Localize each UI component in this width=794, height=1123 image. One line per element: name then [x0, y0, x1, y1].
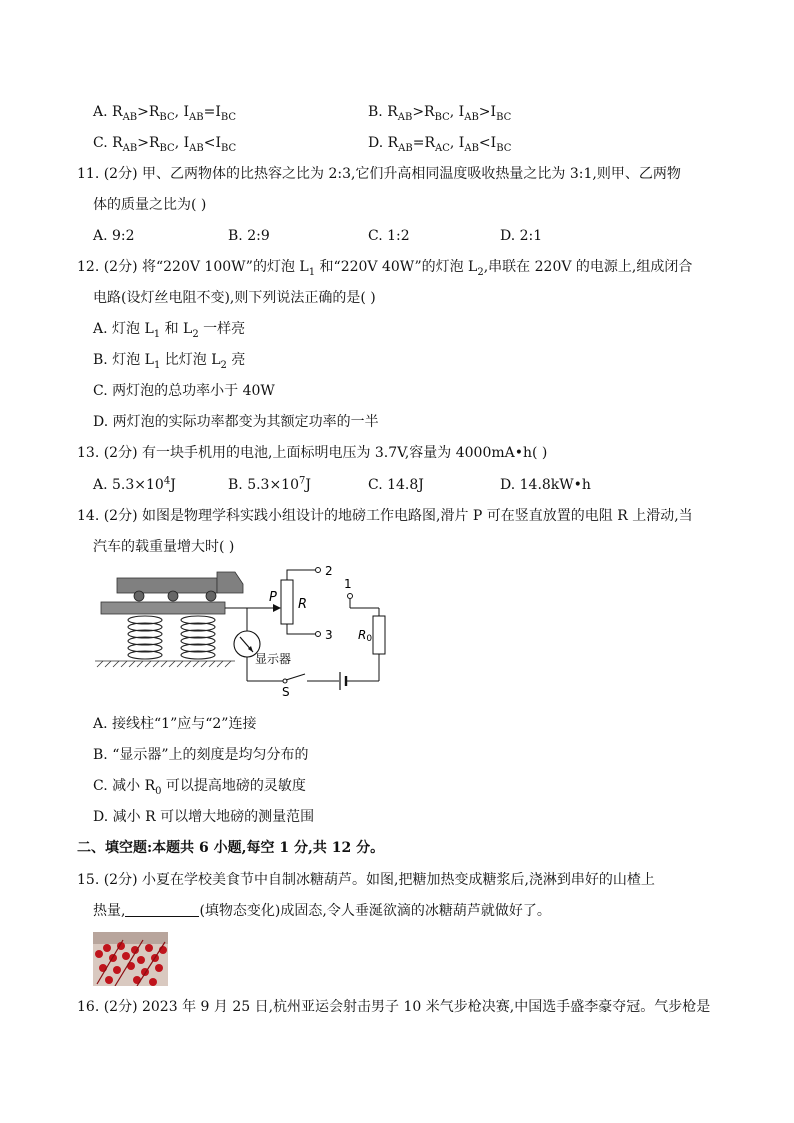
spring-right-icon [181, 616, 215, 659]
label-3: 3 [325, 628, 333, 642]
q12-option-a[interactable]: A. 灯泡 $L_1$ 和 $L_2$ 一样亮 [93, 321, 246, 340]
resistor-r0 [373, 616, 385, 654]
q12-option-d[interactable]: D. 两灯泡的实际功率都变为其额定功率的一半 [93, 414, 379, 430]
q10-option-c[interactable]: C. $R_{AB}>R_{BC}$, $I_{AB}<I_{BC}$ [93, 135, 237, 154]
q10-option-a[interactable]: A. $R_{AB}>R_{BC}$, $I_{AB}=I_{BC}$ [93, 104, 237, 123]
q14-stem-line1: 14. (2分) 如图是物理学科实践小组设计的地磅工作电路图,滑片 P 可在竖直放置的电阻 R 上滑动,当 [77, 508, 693, 524]
label-display: 显示器 [255, 652, 292, 666]
ground [95, 661, 235, 667]
q12-option-b[interactable]: B. 灯泡 $L_1$ 比灯泡 $L_2$ 亮 [93, 352, 246, 371]
q14-stem-line2: 汽车的载重量增大时( ) [93, 539, 235, 555]
terminal-2 [316, 568, 321, 573]
switch-s [283, 674, 305, 683]
label-2: 2 [325, 566, 333, 578]
q11-stem-line2: 体的质量之比为( ) [93, 197, 207, 213]
q13-option-d[interactable]: D. 14.8kW•h [500, 477, 591, 493]
label-r0: R0 [358, 628, 373, 644]
q13-stem: 13. (2分) 有一块手机用的电池,上面标明电压为 3.7V,容量为 4000mA•h( ) [77, 445, 548, 461]
q13-option-c[interactable]: C. 14.8J [368, 477, 424, 493]
q11-option-b[interactable]: B. 2:9 [228, 228, 270, 244]
q11-option-d[interactable]: D. 2:1 [500, 228, 543, 244]
q10-option-d[interactable]: D. $R_{AB}=R_{AC}$, $I_{AB}<I_{BC}$ [368, 135, 512, 154]
label-r: R [298, 597, 308, 612]
q14-option-d[interactable]: D. 减小 R 可以增大地磅的测量范围 [93, 809, 315, 825]
q16-stem-line1: 16. (2分) 2023 年 9 月 25 日,杭州亚运会射击男子 10 米气步枪决赛,中国选手盛李豪夺冠。气步枪是 [77, 999, 711, 1015]
q12-stem-line2: 电路(设灯丝电阻不变),则下列说法正确的是( ) [93, 290, 376, 306]
q12-option-c[interactable]: C. 两灯泡的总功率小于 40W [93, 383, 275, 399]
q10-option-b[interactable]: B. $R_{AB}>R_{BC}$, $I_{AB}>I_{BC}$ [368, 104, 512, 123]
q11-option-a[interactable]: A. 9:2 [93, 228, 135, 244]
q11-stem-line1: 11. (2分) 甲、乙两物体的比热容之比为 2:3,它们升高相同温度吸收热量之比为 3:1,则甲、乙两物 [77, 166, 681, 182]
q15-answer-blank[interactable] [125, 902, 199, 917]
circuit-wires [225, 570, 379, 681]
q15-stem-line1: 15. (2分) 小夏在学校美食节中自制冰糖葫芦。如图,把糖加热变成糖浆后,浇淋到串好的山楂上 [77, 872, 655, 888]
q14-option-b[interactable]: B. “显示器”上的刻度是均匀分布的 [93, 747, 309, 763]
q15-stem-line2: 热量, (填物态变化)成固态,令人垂涎欲滴的冰糖葫芦就做好了。 [93, 903, 551, 919]
scale-platform [101, 602, 225, 614]
spring-left-icon [128, 616, 162, 659]
q13-option-b[interactable]: B. $5.3\times 10^7J$ [228, 475, 311, 493]
section-heading-fill-in: 二、填空题:本题共 6 小题,每空 1 分,共 12 分。 [77, 840, 385, 856]
terminal-3 [316, 632, 321, 637]
slider-p-arrow [273, 604, 281, 612]
battery-icon [340, 672, 346, 690]
q12-stem-line1: 12. (2分) 将“220V 100W”的灯泡 $L_1$ 和“220V 40W”的灯泡 $L_2$,串联在 220V 的电源上,组成闭合 [77, 259, 693, 278]
label-s: S [282, 685, 290, 699]
label-p: P [269, 590, 277, 605]
label-1: 1 [344, 577, 352, 591]
q14-option-a[interactable]: A. 接线柱“1”应与“2”连接 [93, 716, 257, 732]
q13-option-a[interactable]: A. $5.3\times 10^4J$ [93, 475, 176, 493]
truck-icon [117, 572, 243, 601]
resistor-r [281, 580, 293, 624]
candied-hawthorn-photo [93, 932, 168, 986]
q14-option-c[interactable]: C. 减小 $R_0$ 可以提高地磅的灵敏度 [93, 778, 306, 797]
terminal-1 [348, 594, 353, 599]
q11-option-c[interactable]: C. 1:2 [368, 228, 410, 244]
weighbridge-circuit-diagram [95, 566, 395, 706]
